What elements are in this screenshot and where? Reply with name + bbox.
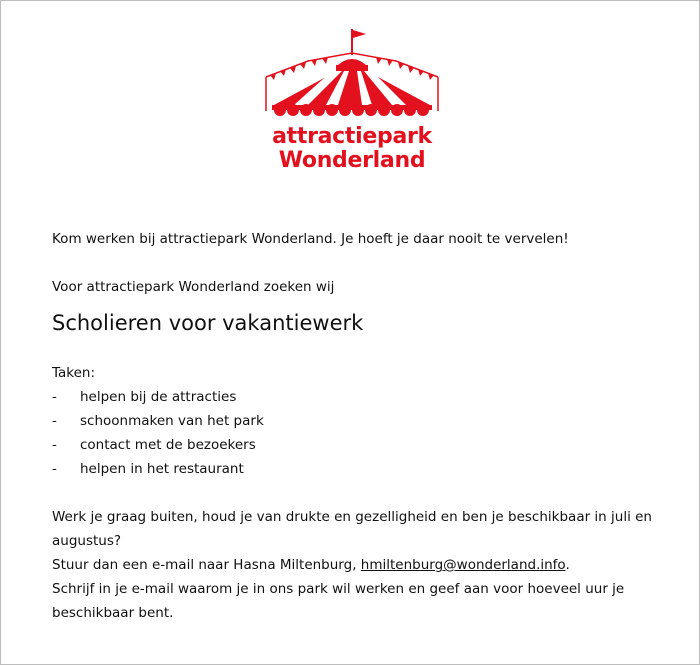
task-text: schoonmaken van het park xyxy=(80,413,264,429)
task-text: contact met de bezoekers xyxy=(80,437,256,453)
email-link[interactable]: hmiltenburg@wonderland.info xyxy=(360,557,566,573)
contact-prefix: Stuur dan een e-mail naar Hasna Miltenburg, xyxy=(52,557,361,573)
logo-text-attractiepark: attractiepark xyxy=(272,124,432,149)
bullet-dash: - xyxy=(52,461,57,477)
tasks-heading: Taken: xyxy=(52,365,96,381)
intro-text: Kom werken bij attractiepark Wonderland. Je hoeft je daar nooit te vervelen! xyxy=(52,231,569,247)
ad-body xyxy=(52,227,652,625)
closing-question: Werk je graag buiten, houd je van drukte en gezelligheid en ben je beschikbaar in juli en augustus? xyxy=(52,509,652,549)
wonderland-logo xyxy=(257,25,447,185)
bullet-dash: - xyxy=(52,413,57,429)
instruction-text: Schrijf in je e-mail waarom je in ons park wil werken en geef aan voor hoeveel uur je beschikbaar bent. xyxy=(52,581,625,621)
circus-tent-icon xyxy=(260,25,444,121)
task-list xyxy=(52,385,652,481)
contact-suffix: . xyxy=(565,557,570,573)
bullet-dash: - xyxy=(52,389,57,405)
list-item xyxy=(52,457,652,481)
task-text: helpen bij de attracties xyxy=(80,389,237,405)
page-title: Scholieren voor vakantiewerk xyxy=(52,311,364,335)
list-item xyxy=(52,409,652,433)
task-text: helpen in het restaurant xyxy=(80,461,244,477)
contact-line xyxy=(52,553,652,577)
list-item xyxy=(52,433,652,457)
logo-text-wonderland: Wonderland xyxy=(278,148,426,173)
bullet-dash: - xyxy=(52,437,57,453)
lead-text: Voor attractiepark Wonderland zoeken wij xyxy=(52,279,335,295)
list-item xyxy=(52,385,652,409)
